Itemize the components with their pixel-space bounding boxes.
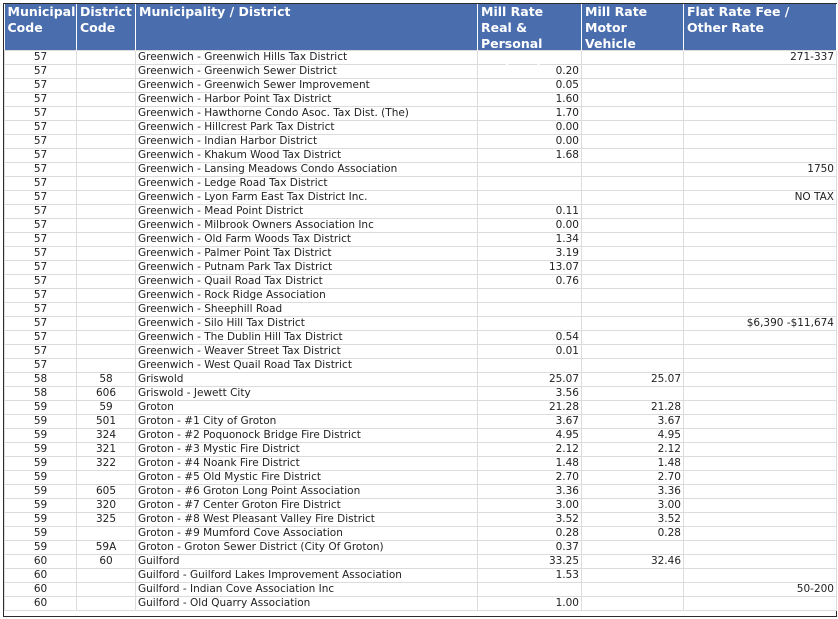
municipality-cell[interactable]: Greenwich - The Dublin Hill Tax District bbox=[136, 331, 478, 345]
table-row[interactable] bbox=[5, 65, 837, 79]
mill-rate-vehicle-cell[interactable] bbox=[582, 345, 684, 359]
mill-rate-property-cell[interactable]: 3.67 bbox=[478, 415, 582, 429]
flat-rate-cell[interactable] bbox=[684, 429, 837, 443]
district-code-cell[interactable] bbox=[77, 93, 136, 107]
municipal-code-cell[interactable]: 59 bbox=[5, 415, 77, 429]
municipality-cell[interactable]: Greenwich - Greenwich Sewer Improvement bbox=[136, 79, 478, 93]
mill-rate-property-cell[interactable]: 0.28 bbox=[478, 527, 582, 541]
tax-rate-sheet bbox=[3, 3, 837, 617]
municipal-code-cell[interactable]: 57 bbox=[5, 303, 77, 317]
table-row[interactable] bbox=[5, 233, 837, 247]
flat-rate-cell[interactable] bbox=[684, 219, 837, 233]
table-row[interactable] bbox=[5, 121, 837, 135]
municipal-code-cell[interactable]: 57 bbox=[5, 65, 77, 79]
district-code-cell[interactable] bbox=[77, 51, 136, 65]
table-row[interactable] bbox=[5, 555, 837, 569]
table-row[interactable] bbox=[5, 289, 837, 303]
district-code-cell[interactable] bbox=[77, 569, 136, 583]
table-row[interactable] bbox=[5, 247, 837, 261]
municipality-cell[interactable]: Greenwich - Putnam Park Tax District bbox=[136, 261, 478, 275]
table-row[interactable] bbox=[5, 541, 837, 555]
municipality-cell[interactable]: Greenwich - Milbrook Owners Association Inc bbox=[136, 219, 478, 233]
municipal-code-cell[interactable]: 60 bbox=[5, 569, 77, 583]
municipal-code-cell[interactable]: 57 bbox=[5, 149, 77, 163]
mill-rate-property-cell[interactable]: 1.70 bbox=[478, 107, 582, 121]
municipality-cell[interactable]: Groton - #5 Old Mystic Fire District bbox=[136, 471, 478, 485]
mill-rate-vehicle-cell[interactable]: 3.67 bbox=[582, 415, 684, 429]
mill-rate-vehicle-cell[interactable] bbox=[582, 135, 684, 149]
flat-rate-cell[interactable] bbox=[684, 555, 837, 569]
flat-rate-cell[interactable]: 271-337 bbox=[684, 51, 837, 65]
mill-rate-vehicle-cell[interactable]: 2.12 bbox=[582, 443, 684, 457]
district-code-cell[interactable] bbox=[77, 597, 136, 611]
district-code-cell[interactable] bbox=[77, 149, 136, 163]
municipality-cell[interactable]: Greenwich - Greenwich Sewer District bbox=[136, 65, 478, 79]
mill-rate-vehicle-cell[interactable]: 25.07 bbox=[582, 373, 684, 387]
municipality-cell[interactable]: Greenwich - West Quail Road Tax District bbox=[136, 359, 478, 373]
municipal-code-cell[interactable]: 59 bbox=[5, 541, 77, 555]
table-row[interactable] bbox=[5, 527, 837, 541]
mill-rate-property-cell[interactable]: 1.48 bbox=[478, 457, 582, 471]
header-row bbox=[5, 4, 837, 51]
mill-rate-vehicle-cell[interactable] bbox=[582, 247, 684, 261]
mill-rate-property-cell[interactable]: 4.95 bbox=[478, 429, 582, 443]
mill-rate-vehicle-cell[interactable] bbox=[582, 331, 684, 345]
mill-rate-property-cell[interactable]: 0.20 bbox=[478, 65, 582, 79]
mill-rate-property-cell[interactable] bbox=[478, 191, 582, 205]
flat-rate-cell[interactable] bbox=[684, 289, 837, 303]
table-row[interactable] bbox=[5, 149, 837, 163]
district-code-cell[interactable]: 320 bbox=[77, 499, 136, 513]
mill-rate-vehicle-cell[interactable] bbox=[582, 177, 684, 191]
table-row[interactable] bbox=[5, 387, 837, 401]
municipal-code-cell[interactable]: 57 bbox=[5, 275, 77, 289]
mill-rate-vehicle-cell[interactable]: 3.52 bbox=[582, 513, 684, 527]
municipal-code-cell[interactable]: 58 bbox=[5, 387, 77, 401]
mill-rate-property-cell[interactable]: 0.76 bbox=[478, 275, 582, 289]
mill-rate-vehicle-cell[interactable] bbox=[582, 597, 684, 611]
municipality-cell[interactable]: Greenwich - Greenwich Hills Tax District bbox=[136, 51, 478, 65]
municipal-code-cell[interactable]: 57 bbox=[5, 331, 77, 345]
mill-rate-vehicle-cell[interactable] bbox=[582, 289, 684, 303]
mill-rate-property-cell[interactable]: 3.19 bbox=[478, 247, 582, 261]
flat-rate-cell[interactable] bbox=[684, 107, 837, 121]
table-row[interactable] bbox=[5, 401, 837, 415]
municipality-cell[interactable]: Greenwich - Palmer Point Tax District bbox=[136, 247, 478, 261]
flat-rate-cell[interactable] bbox=[684, 569, 837, 583]
table-row[interactable] bbox=[5, 275, 837, 289]
flat-rate-cell[interactable]: NO TAX bbox=[684, 191, 837, 205]
municipality-cell[interactable]: Griswold - Jewett City bbox=[136, 387, 478, 401]
district-code-cell[interactable] bbox=[77, 289, 136, 303]
table-row[interactable] bbox=[5, 597, 837, 611]
flat-rate-cell[interactable] bbox=[684, 65, 837, 79]
district-code-cell[interactable] bbox=[77, 219, 136, 233]
table-row[interactable] bbox=[5, 163, 837, 177]
municipal-code-cell[interactable]: 57 bbox=[5, 247, 77, 261]
table-row[interactable] bbox=[5, 359, 837, 373]
table-row[interactable] bbox=[5, 429, 837, 443]
mill-rate-vehicle-cell[interactable]: 0.28 bbox=[582, 527, 684, 541]
district-code-cell[interactable] bbox=[77, 107, 136, 121]
mill-rate-property-cell[interactable]: 1.53 bbox=[478, 569, 582, 583]
flat-rate-cell[interactable] bbox=[684, 135, 837, 149]
flat-rate-cell[interactable] bbox=[684, 79, 837, 93]
table-row[interactable] bbox=[5, 317, 837, 331]
municipality-cell[interactable]: Greenwich - Lyon Farm East Tax District Inc. bbox=[136, 191, 478, 205]
district-code-cell[interactable] bbox=[77, 275, 136, 289]
mill-rate-property-cell[interactable]: 3.36 bbox=[478, 485, 582, 499]
flat-rate-cell[interactable] bbox=[684, 247, 837, 261]
district-code-cell[interactable]: 59 bbox=[77, 401, 136, 415]
municipality-cell[interactable]: Groton - #3 Mystic Fire District bbox=[136, 443, 478, 457]
table-row[interactable] bbox=[5, 499, 837, 513]
district-code-cell[interactable] bbox=[77, 331, 136, 345]
municipal-code-cell[interactable]: 57 bbox=[5, 233, 77, 247]
mill-rate-property-cell[interactable]: 0.37 bbox=[478, 541, 582, 555]
flat-rate-cell[interactable] bbox=[684, 149, 837, 163]
municipality-cell[interactable]: Greenwich - Sheephill Road bbox=[136, 303, 478, 317]
col-header-mill-rate-motor-vehicle[interactable]: Mill Rate Motor Vehicle bbox=[582, 4, 684, 51]
municipality-cell[interactable]: Greenwich - Indian Harbor District bbox=[136, 135, 478, 149]
mill-rate-vehicle-cell[interactable]: 2.70 bbox=[582, 471, 684, 485]
municipal-code-cell[interactable]: 57 bbox=[5, 191, 77, 205]
mill-rate-vehicle-cell[interactable] bbox=[582, 51, 684, 65]
district-code-cell[interactable] bbox=[77, 191, 136, 205]
flat-rate-cell[interactable]: 50-200 bbox=[684, 583, 837, 597]
flat-rate-cell[interactable] bbox=[684, 177, 837, 191]
municipality-cell[interactable]: Greenwich - Quail Road Tax District bbox=[136, 275, 478, 289]
flat-rate-cell[interactable] bbox=[684, 499, 837, 513]
col-header-flat-rate-fee[interactable]: Flat Rate Fee / Other Rate bbox=[684, 4, 837, 51]
table-row[interactable] bbox=[5, 135, 837, 149]
mill-rate-property-cell[interactable]: 25.07 bbox=[478, 373, 582, 387]
municipal-code-cell[interactable]: 59 bbox=[5, 513, 77, 527]
mill-rate-property-cell[interactable]: 3.00 bbox=[478, 499, 582, 513]
mill-rate-vehicle-cell[interactable] bbox=[582, 205, 684, 219]
municipal-code-cell[interactable]: 60 bbox=[5, 583, 77, 597]
mill-rate-vehicle-cell[interactable]: 21.28 bbox=[582, 401, 684, 415]
mill-rate-vehicle-cell[interactable] bbox=[582, 275, 684, 289]
municipal-code-cell[interactable]: 57 bbox=[5, 177, 77, 191]
mill-rate-vehicle-cell[interactable]: 3.36 bbox=[582, 485, 684, 499]
district-code-cell[interactable]: 325 bbox=[77, 513, 136, 527]
mill-rate-property-cell[interactable]: 13.07 bbox=[478, 261, 582, 275]
mill-rate-property-cell[interactable] bbox=[478, 303, 582, 317]
municipality-cell[interactable]: Groton - #7 Center Groton Fire District bbox=[136, 499, 478, 513]
mill-rate-property-cell[interactable]: 2.12 bbox=[478, 443, 582, 457]
mill-rate-property-cell[interactable]: 0.05 bbox=[478, 79, 582, 93]
municipal-code-cell[interactable]: 60 bbox=[5, 597, 77, 611]
table-row[interactable] bbox=[5, 107, 837, 121]
district-code-cell[interactable] bbox=[77, 65, 136, 79]
table-row[interactable] bbox=[5, 331, 837, 345]
table-row[interactable] bbox=[5, 219, 837, 233]
district-code-cell[interactable] bbox=[77, 317, 136, 331]
flat-rate-cell[interactable] bbox=[684, 233, 837, 247]
mill-rate-property-cell[interactable] bbox=[478, 177, 582, 191]
mill-rate-property-cell[interactable] bbox=[478, 359, 582, 373]
flat-rate-cell[interactable] bbox=[684, 359, 837, 373]
municipality-cell[interactable]: Groton - #6 Groton Long Point Association bbox=[136, 485, 478, 499]
mill-rate-vehicle-cell[interactable] bbox=[582, 107, 684, 121]
flat-rate-cell[interactable] bbox=[684, 457, 837, 471]
mill-rate-vehicle-cell[interactable] bbox=[582, 583, 684, 597]
mill-rate-vehicle-cell[interactable] bbox=[582, 191, 684, 205]
district-code-cell[interactable] bbox=[77, 205, 136, 219]
mill-rate-property-cell[interactable]: 0.01 bbox=[478, 345, 582, 359]
table-row[interactable] bbox=[5, 79, 837, 93]
municipal-code-cell[interactable]: 59 bbox=[5, 527, 77, 541]
mill-rate-vehicle-cell[interactable] bbox=[582, 541, 684, 555]
mill-rate-vehicle-cell[interactable] bbox=[582, 149, 684, 163]
mill-rate-vehicle-cell[interactable] bbox=[582, 387, 684, 401]
municipality-cell[interactable]: Greenwich - Harbor Point Tax District bbox=[136, 93, 478, 107]
flat-rate-cell[interactable] bbox=[684, 373, 837, 387]
municipal-code-cell[interactable]: 57 bbox=[5, 121, 77, 135]
municipality-cell[interactable]: Greenwich - Silo Hill Tax District bbox=[136, 317, 478, 331]
municipal-code-cell[interactable]: 59 bbox=[5, 485, 77, 499]
mill-rate-vehicle-cell[interactable]: 4.95 bbox=[582, 429, 684, 443]
table-row[interactable] bbox=[5, 513, 837, 527]
col-header-mill-rate-real-property[interactable]: Mill Rate Real & Personal Property bbox=[478, 4, 582, 51]
flat-rate-cell[interactable] bbox=[684, 121, 837, 135]
district-code-cell[interactable] bbox=[77, 135, 136, 149]
municipal-code-cell[interactable]: 57 bbox=[5, 93, 77, 107]
mill-rate-property-cell[interactable] bbox=[478, 289, 582, 303]
mill-rate-vehicle-cell[interactable] bbox=[582, 79, 684, 93]
district-code-cell[interactable] bbox=[77, 527, 136, 541]
flat-rate-cell[interactable] bbox=[684, 443, 837, 457]
mill-rate-property-cell[interactable]: 0.00 bbox=[478, 135, 582, 149]
municipal-code-cell[interactable]: 57 bbox=[5, 107, 77, 121]
municipal-code-cell[interactable]: 57 bbox=[5, 135, 77, 149]
mill-rate-property-cell[interactable]: 0.00 bbox=[478, 219, 582, 233]
table-row[interactable] bbox=[5, 457, 837, 471]
mill-rate-table bbox=[4, 4, 837, 611]
flat-rate-cell[interactable] bbox=[684, 527, 837, 541]
municipal-code-cell[interactable]: 59 bbox=[5, 429, 77, 443]
mill-rate-property-cell[interactable] bbox=[478, 317, 582, 331]
mill-rate-property-cell[interactable]: 3.56 bbox=[478, 387, 582, 401]
municipality-cell[interactable]: Greenwich - Lansing Meadows Condo Association bbox=[136, 163, 478, 177]
district-code-cell[interactable]: 321 bbox=[77, 443, 136, 457]
district-code-cell[interactable]: 501 bbox=[77, 415, 136, 429]
district-code-cell[interactable] bbox=[77, 303, 136, 317]
mill-rate-property-cell[interactable]: 2.70 bbox=[478, 471, 582, 485]
district-code-cell[interactable] bbox=[77, 233, 136, 247]
mill-rate-vehicle-cell[interactable] bbox=[582, 303, 684, 317]
col-header-municipality-district[interactable]: Municipality / District bbox=[136, 4, 478, 51]
municipality-cell[interactable]: Greenwich - Hillcrest Park Tax District bbox=[136, 121, 478, 135]
mill-rate-vehicle-cell[interactable] bbox=[582, 219, 684, 233]
mill-rate-property-cell[interactable]: 21.28 bbox=[478, 401, 582, 415]
municipality-cell[interactable]: Greenwich - Khakum Wood Tax District bbox=[136, 149, 478, 163]
col-header-municipal-code[interactable]: Municipal Code bbox=[5, 4, 77, 51]
municipality-cell[interactable]: Groton - #8 West Pleasant Valley Fire District bbox=[136, 513, 478, 527]
mill-rate-vehicle-cell[interactable] bbox=[582, 317, 684, 331]
district-code-cell[interactable] bbox=[77, 359, 136, 373]
table-row[interactable] bbox=[5, 177, 837, 191]
mill-rate-vehicle-cell[interactable] bbox=[582, 93, 684, 107]
district-code-cell[interactable] bbox=[77, 471, 136, 485]
district-code-cell[interactable] bbox=[77, 121, 136, 135]
flat-rate-cell[interactable] bbox=[684, 205, 837, 219]
mill-rate-property-cell[interactable] bbox=[478, 583, 582, 597]
mill-rate-property-cell[interactable]: 1.00 bbox=[478, 597, 582, 611]
mill-rate-vehicle-cell[interactable] bbox=[582, 121, 684, 135]
municipality-cell[interactable]: Groton - #4 Noank Fire District bbox=[136, 457, 478, 471]
mill-rate-vehicle-cell[interactable] bbox=[582, 233, 684, 247]
flat-rate-cell[interactable] bbox=[684, 485, 837, 499]
municipality-cell[interactable]: Groton - Groton Sewer District (City Of Groton) bbox=[136, 541, 478, 555]
municipal-code-cell[interactable]: 59 bbox=[5, 499, 77, 513]
mill-rate-property-cell[interactable]: 0.54 bbox=[478, 331, 582, 345]
table-row[interactable] bbox=[5, 373, 837, 387]
mill-rate-property-cell[interactable]: 33.25 bbox=[478, 555, 582, 569]
district-code-cell[interactable]: 606 bbox=[77, 387, 136, 401]
municipality-cell[interactable]: Greenwich - Old Farm Woods Tax District bbox=[136, 233, 478, 247]
municipality-cell[interactable]: Greenwich - Weaver Street Tax District bbox=[136, 345, 478, 359]
table-row[interactable] bbox=[5, 471, 837, 485]
municipality-cell[interactable]: Griswold bbox=[136, 373, 478, 387]
table-row[interactable] bbox=[5, 415, 837, 429]
flat-rate-cell[interactable]: 1750 bbox=[684, 163, 837, 177]
mill-rate-property-cell[interactable]: 1.68 bbox=[478, 149, 582, 163]
col-header-district-code[interactable]: District Code bbox=[77, 4, 136, 51]
municipal-code-cell[interactable]: 57 bbox=[5, 359, 77, 373]
mill-rate-vehicle-cell[interactable]: 3.00 bbox=[582, 499, 684, 513]
district-code-cell[interactable] bbox=[77, 247, 136, 261]
municipality-cell[interactable]: Groton - #2 Poquonock Bridge Fire District bbox=[136, 429, 478, 443]
municipality-cell[interactable]: Greenwich - Ledge Road Tax District bbox=[136, 177, 478, 191]
flat-rate-cell[interactable] bbox=[684, 303, 837, 317]
municipality-cell[interactable]: Guilford - Guilford Lakes Improvement Association bbox=[136, 569, 478, 583]
municipal-code-cell[interactable]: 57 bbox=[5, 205, 77, 219]
municipality-cell[interactable]: Guilford - Old Quarry Association bbox=[136, 597, 478, 611]
district-code-cell[interactable] bbox=[77, 261, 136, 275]
flat-rate-cell[interactable] bbox=[684, 387, 837, 401]
flat-rate-cell[interactable]: $6,390 -$11,674 bbox=[684, 317, 837, 331]
municipality-cell[interactable]: Groton bbox=[136, 401, 478, 415]
municipal-code-cell[interactable]: 57 bbox=[5, 79, 77, 93]
mill-rate-property-cell[interactable]: 1.34 bbox=[478, 233, 582, 247]
mill-rate-property-cell[interactable]: 0.11 bbox=[478, 205, 582, 219]
mill-rate-vehicle-cell[interactable] bbox=[582, 261, 684, 275]
table-row[interactable] bbox=[5, 261, 837, 275]
municipality-cell[interactable]: Guilford bbox=[136, 555, 478, 569]
district-code-cell[interactable] bbox=[77, 345, 136, 359]
municipal-code-cell[interactable]: 60 bbox=[5, 555, 77, 569]
table-row[interactable] bbox=[5, 93, 837, 107]
municipality-cell[interactable]: Groton - #1 City of Groton bbox=[136, 415, 478, 429]
district-code-cell[interactable] bbox=[77, 177, 136, 191]
table-row[interactable] bbox=[5, 443, 837, 457]
district-code-cell[interactable]: 324 bbox=[77, 429, 136, 443]
municipal-code-cell[interactable]: 59 bbox=[5, 443, 77, 457]
municipality-cell[interactable]: Greenwich - Mead Point District bbox=[136, 205, 478, 219]
municipality-cell[interactable]: Greenwich - Rock Ridge Association bbox=[136, 289, 478, 303]
flat-rate-cell[interactable] bbox=[684, 541, 837, 555]
table-row[interactable] bbox=[5, 569, 837, 583]
mill-rate-property-cell[interactable] bbox=[478, 163, 582, 177]
municipality-cell[interactable]: Greenwich - Hawthorne Condo Asoc. Tax Dist. (The) bbox=[136, 107, 478, 121]
flat-rate-cell[interactable] bbox=[684, 345, 837, 359]
district-code-cell[interactable]: 58 bbox=[77, 373, 136, 387]
municipality-cell[interactable]: Groton - #9 Mumford Cove Association bbox=[136, 527, 478, 541]
district-code-cell[interactable]: 605 bbox=[77, 485, 136, 499]
district-code-cell[interactable] bbox=[77, 79, 136, 93]
table-row[interactable] bbox=[5, 583, 837, 597]
flat-rate-cell[interactable] bbox=[684, 93, 837, 107]
municipal-code-cell[interactable]: 57 bbox=[5, 317, 77, 331]
mill-rate-vehicle-cell[interactable] bbox=[582, 359, 684, 373]
district-code-cell[interactable] bbox=[77, 583, 136, 597]
flat-rate-cell[interactable] bbox=[684, 275, 837, 289]
municipal-code-cell[interactable]: 57 bbox=[5, 163, 77, 177]
table-row[interactable] bbox=[5, 191, 837, 205]
district-code-cell[interactable]: 322 bbox=[77, 457, 136, 471]
municipal-code-cell[interactable]: 59 bbox=[5, 471, 77, 485]
mill-rate-vehicle-cell[interactable] bbox=[582, 569, 684, 583]
table-body bbox=[5, 51, 837, 611]
flat-rate-cell[interactable] bbox=[684, 597, 837, 611]
flat-rate-cell[interactable] bbox=[684, 471, 837, 485]
table-row[interactable] bbox=[5, 345, 837, 359]
municipality-cell[interactable]: Guilford - Indian Cove Association Inc bbox=[136, 583, 478, 597]
municipal-code-cell[interactable]: 57 bbox=[5, 219, 77, 233]
mill-rate-vehicle-cell[interactable] bbox=[582, 65, 684, 79]
municipal-code-cell[interactable]: 59 bbox=[5, 457, 77, 471]
mill-rate-vehicle-cell[interactable]: 1.48 bbox=[582, 457, 684, 471]
mill-rate-vehicle-cell[interactable]: 32.46 bbox=[582, 555, 684, 569]
flat-rate-cell[interactable] bbox=[684, 261, 837, 275]
mill-rate-property-cell[interactable]: 1.60 bbox=[478, 93, 582, 107]
municipal-code-cell[interactable]: 57 bbox=[5, 289, 77, 303]
table-row[interactable] bbox=[5, 205, 837, 219]
flat-rate-cell[interactable] bbox=[684, 331, 837, 345]
mill-rate-property-cell[interactable]: 3.52 bbox=[478, 513, 582, 527]
table-row[interactable] bbox=[5, 485, 837, 499]
table-row[interactable] bbox=[5, 303, 837, 317]
municipal-code-cell[interactable]: 59 bbox=[5, 401, 77, 415]
municipal-code-cell[interactable]: 58 bbox=[5, 373, 77, 387]
flat-rate-cell[interactable] bbox=[684, 415, 837, 429]
flat-rate-cell[interactable] bbox=[684, 513, 837, 527]
mill-rate-property-cell[interactable]: 0.00 bbox=[478, 121, 582, 135]
flat-rate-cell[interactable] bbox=[684, 401, 837, 415]
municipal-code-cell[interactable]: 57 bbox=[5, 261, 77, 275]
municipal-code-cell[interactable]: 57 bbox=[5, 51, 77, 65]
district-code-cell[interactable]: 60 bbox=[77, 555, 136, 569]
municipal-code-cell[interactable]: 57 bbox=[5, 345, 77, 359]
mill-rate-vehicle-cell[interactable] bbox=[582, 163, 684, 177]
district-code-cell[interactable] bbox=[77, 163, 136, 177]
district-code-cell[interactable]: 59A bbox=[77, 541, 136, 555]
table-row[interactable] bbox=[5, 51, 837, 65]
